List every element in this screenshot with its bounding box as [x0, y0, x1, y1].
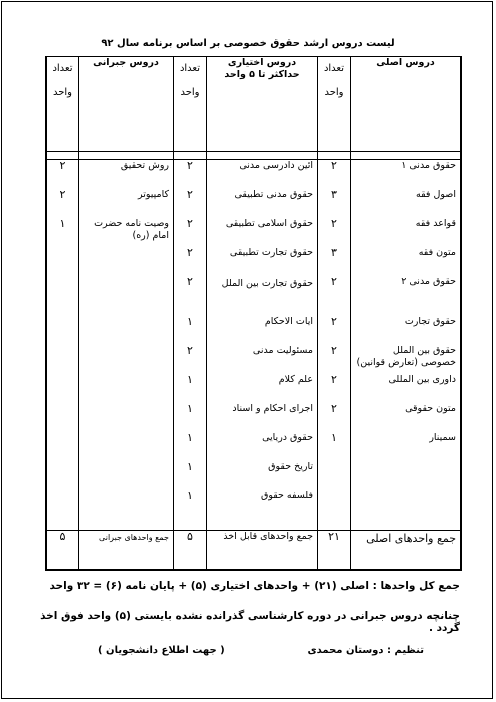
compensatory-units	[47, 374, 79, 403]
total-main-units: ۲۱	[318, 530, 351, 569]
table-row	[47, 432, 461, 461]
elective-units: ۱	[174, 432, 207, 461]
compensatory-units: ۲	[47, 160, 79, 190]
main-course: متون حقوقی	[351, 403, 461, 432]
main-units: ۲	[318, 345, 351, 374]
header-elective-units: تعداد واحد	[174, 57, 207, 152]
compensatory-course	[79, 490, 174, 530]
total-main-label: جمع واحدهای اصلی	[351, 530, 461, 569]
compensatory-course: وصیت نامه حضرت امام (ره)	[79, 218, 174, 247]
purpose-note: ( جهت اطلاع دانشجویان )	[98, 645, 225, 656]
compensatory-units	[47, 345, 79, 374]
elective-units: ۱	[174, 316, 207, 345]
compensatory-course	[79, 432, 174, 461]
total-compensatory-label: جمع واحدهای جبرانی	[79, 530, 174, 569]
main-course: سمینار	[351, 432, 461, 461]
elective-course: حقوق دریایی	[207, 432, 318, 461]
elective-units: ۲	[174, 345, 207, 374]
elective-units: ۲	[174, 160, 207, 190]
compensatory-units	[47, 316, 79, 345]
main-units	[318, 490, 351, 530]
main-course: حقوق مدنی ۲	[351, 276, 461, 316]
table-row	[47, 461, 461, 490]
elective-course: حقوق مدنی تطبیقی	[207, 189, 318, 218]
compensatory-units	[47, 276, 79, 316]
main-units: ۲	[318, 403, 351, 432]
compensatory-course	[79, 345, 174, 374]
totals-row	[47, 530, 461, 569]
main-course	[351, 461, 461, 490]
elective-units: ۱	[174, 403, 207, 432]
elective-course: اجرای احکام و اسناد	[207, 403, 318, 432]
compensatory-course	[79, 374, 174, 403]
elective-course: علم کلام	[207, 374, 318, 403]
main-units: ۲	[318, 218, 351, 247]
main-units: ۲	[318, 160, 351, 190]
main-units: ۲	[318, 316, 351, 345]
table-header-row	[47, 57, 461, 152]
compensatory-units: ۲	[47, 189, 79, 218]
main-course: داوری بین المللی	[351, 374, 461, 403]
compensatory-units	[47, 247, 79, 276]
total-compensatory-units: ۵	[47, 530, 79, 569]
author-signature: تنظیم : دوستان محمدی	[307, 645, 424, 656]
compensatory-units: ۱	[47, 218, 79, 247]
elective-course: آئین دادرسی مدنی	[207, 160, 318, 190]
main-course: اصول فقه	[351, 189, 461, 218]
main-units: ۳	[318, 247, 351, 276]
compensatory-course	[79, 276, 174, 316]
main-units: ۱	[318, 432, 351, 461]
table-row	[47, 316, 461, 345]
compensatory-course	[79, 461, 174, 490]
compensatory-course: روش تحقیق	[79, 160, 174, 190]
table-row	[47, 345, 461, 374]
elective-course: آیات الاحکام	[207, 316, 318, 345]
compensatory-course	[79, 403, 174, 432]
compensatory-units	[47, 461, 79, 490]
table-row	[47, 276, 461, 316]
page-title: لیست دروس ارشد حقوق خصوصی بر اساس برنامه سال ۹۲	[101, 38, 395, 49]
elective-units: ۱	[174, 490, 207, 530]
table-row	[47, 403, 461, 432]
elective-course: حقوق اسلامی تطبیقی	[207, 218, 318, 247]
header-elective-courses: دروس اختیاری حداکثر تا ۵ واحد	[207, 57, 318, 152]
compensatory-course	[79, 247, 174, 276]
main-units: ۳	[318, 189, 351, 218]
elective-units: ۱	[174, 461, 207, 490]
main-course: متون فقه	[351, 247, 461, 276]
course-table	[46, 57, 461, 570]
elective-course: تاریخ حقوق	[207, 461, 318, 490]
table-row	[47, 218, 461, 247]
elective-units: ۲	[174, 218, 207, 247]
main-course	[351, 490, 461, 530]
main-units: ۲	[318, 276, 351, 316]
table-row	[47, 490, 461, 530]
header-compensatory-courses: دروس جبرانی	[79, 57, 174, 152]
total-elective-units: ۵	[174, 530, 207, 569]
compensatory-note: چنانچه دروس جبرانی در دوره کارشناسی گذرانده نشده بایستی (۵) واحد فوق اخذ گردد .	[40, 610, 460, 634]
main-course: قواعد فقه	[351, 218, 461, 247]
header-main-units: تعداد واحد	[318, 57, 351, 152]
compensatory-units	[47, 432, 79, 461]
main-course: حقوق تجارت	[351, 316, 461, 345]
table-row	[47, 247, 461, 276]
main-units: ۲	[318, 374, 351, 403]
header-spacer-row	[47, 152, 461, 160]
elective-course: مسئولیت مدنی	[207, 345, 318, 374]
header-compensatory-units: تعداد واحد	[47, 57, 79, 152]
elective-course: حقوق تجارت بین الملل	[207, 276, 318, 316]
elective-units: ۲	[174, 247, 207, 276]
compensatory-course	[79, 316, 174, 345]
table-row	[47, 189, 461, 218]
header-main-courses: دروس اصلی	[351, 57, 461, 152]
table-row	[47, 374, 461, 403]
main-course: حقوق مدنی ۱	[351, 160, 461, 190]
compensatory-units	[47, 403, 79, 432]
elective-units: ۱	[174, 374, 207, 403]
total-elective-label: جمع واحدهای قابل اخذ	[207, 530, 318, 569]
compensatory-course: کامپیوتر	[79, 189, 174, 218]
elective-units: ۲	[174, 276, 207, 316]
elective-units: ۲	[174, 189, 207, 218]
table-row	[47, 160, 461, 190]
main-units	[318, 461, 351, 490]
elective-course: فلسفه حقوق	[207, 490, 318, 530]
main-course: حقوق بین الملل خصوصی (تعارض قوانین)	[351, 345, 461, 374]
elective-course: حقوق تجارت تطبیقی	[207, 247, 318, 276]
total-units-summary: جمع کل واحدها : اصلی (۲۱) + واحدهای اختیاری (۵) + پایان نامه (۶) = ۳۲ واحد	[49, 580, 460, 592]
compensatory-units	[47, 490, 79, 530]
